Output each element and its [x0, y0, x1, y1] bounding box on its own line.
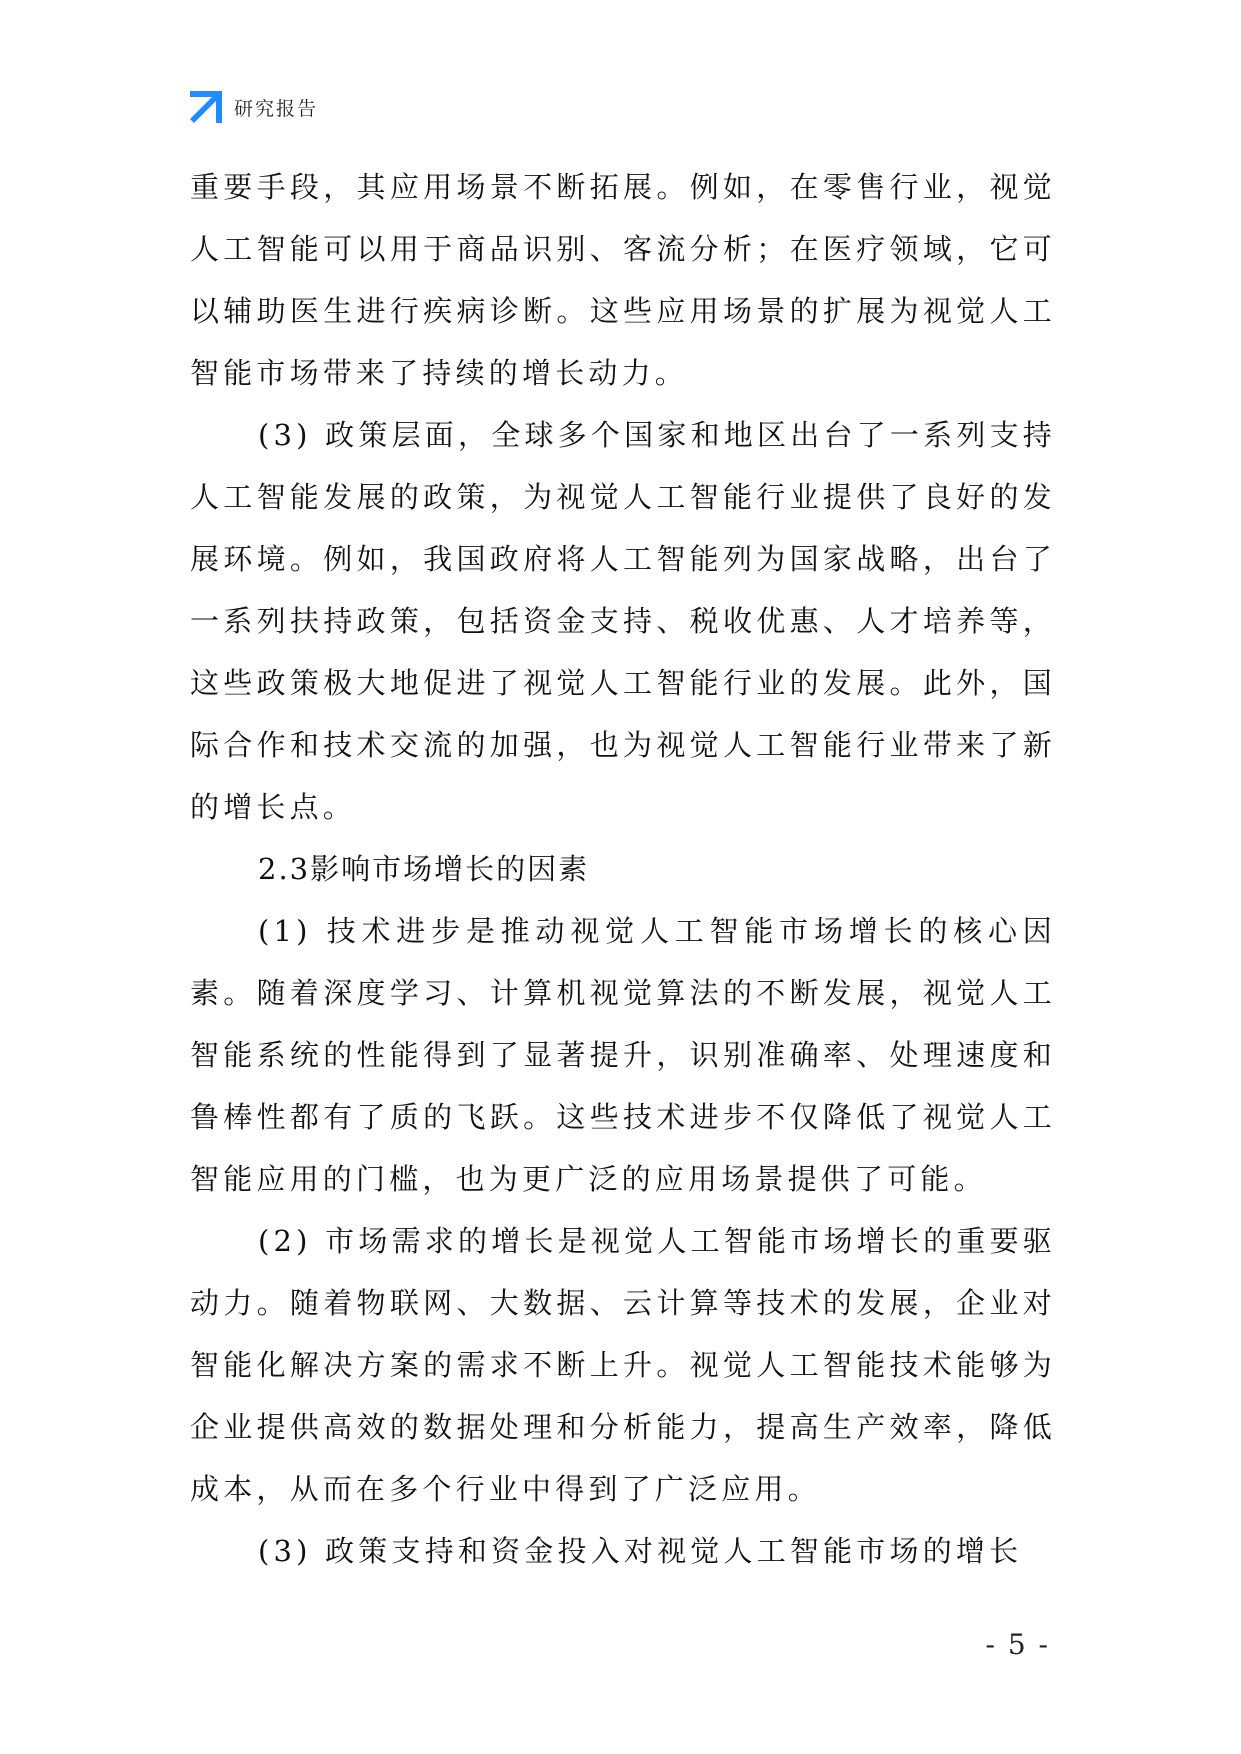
- paragraph-continued: 重要手段，其应用场景不断拓展。例如，在零售行业，视觉人工智能可以用于商品识别、客流分析；在医疗领域，它可以辅助医生进行疾病诊断。这些应用场景的扩展为视觉人工智能市场带来了持续的增长动力。: [190, 170, 1056, 390]
- page-number: - 5 -: [985, 1628, 1050, 1661]
- arrow-logo-icon: [190, 91, 222, 123]
- page-header: [190, 90, 318, 124]
- header-title: 研究报告: [234, 97, 319, 120]
- paragraph-market-demand: (2) 市场需求的增长是视觉人工智能市场增长的重要驱动力。随着物联网、大数据、云计算等技术的发展，企业对智能化解决方案的需求不断上升。视觉人工智能技术能够为企业提供高效的数据处理和分析能力，提高生产效率，降低成本，从而在多个行业中得到了广泛应用。: [190, 1224, 1056, 1506]
- paragraph-policy: (3) 政策层面，全球多个国家和地区出台了一系列支持人工智能发展的政策，为视觉人工智能行业提供了良好的发展环境。例如，我国政府将人工智能列为国家战略，出台了一系列扶持政策，包括资金支持、税收优惠、人才培养等，这些政策极大地促进了视觉人工智能行业的发展。此外，国际合作和技术交流的加强，也为视觉人工智能行业带来了新的增长点。: [190, 418, 1056, 824]
- section-heading: 2.3影响市场增长的因素: [258, 852, 590, 886]
- document-body: [190, 156, 1056, 1582]
- paragraph-technology: (1) 技术进步是推动视觉人工智能市场增长的核心因素。随着深度学习、计算机视觉算法的不断发展，视觉人工智能系统的性能得到了显著提升，识别准确率、处理速度和鲁棒性都有了质的飞跃。这些技术进步不仅降低了视觉人工智能应用的门槛，也为更广泛的应用场景提供了可能。: [190, 914, 1056, 1196]
- paragraph-policy-funding: (3) 政策支持和资金投入对视觉人工智能市场的增长: [258, 1534, 1023, 1568]
